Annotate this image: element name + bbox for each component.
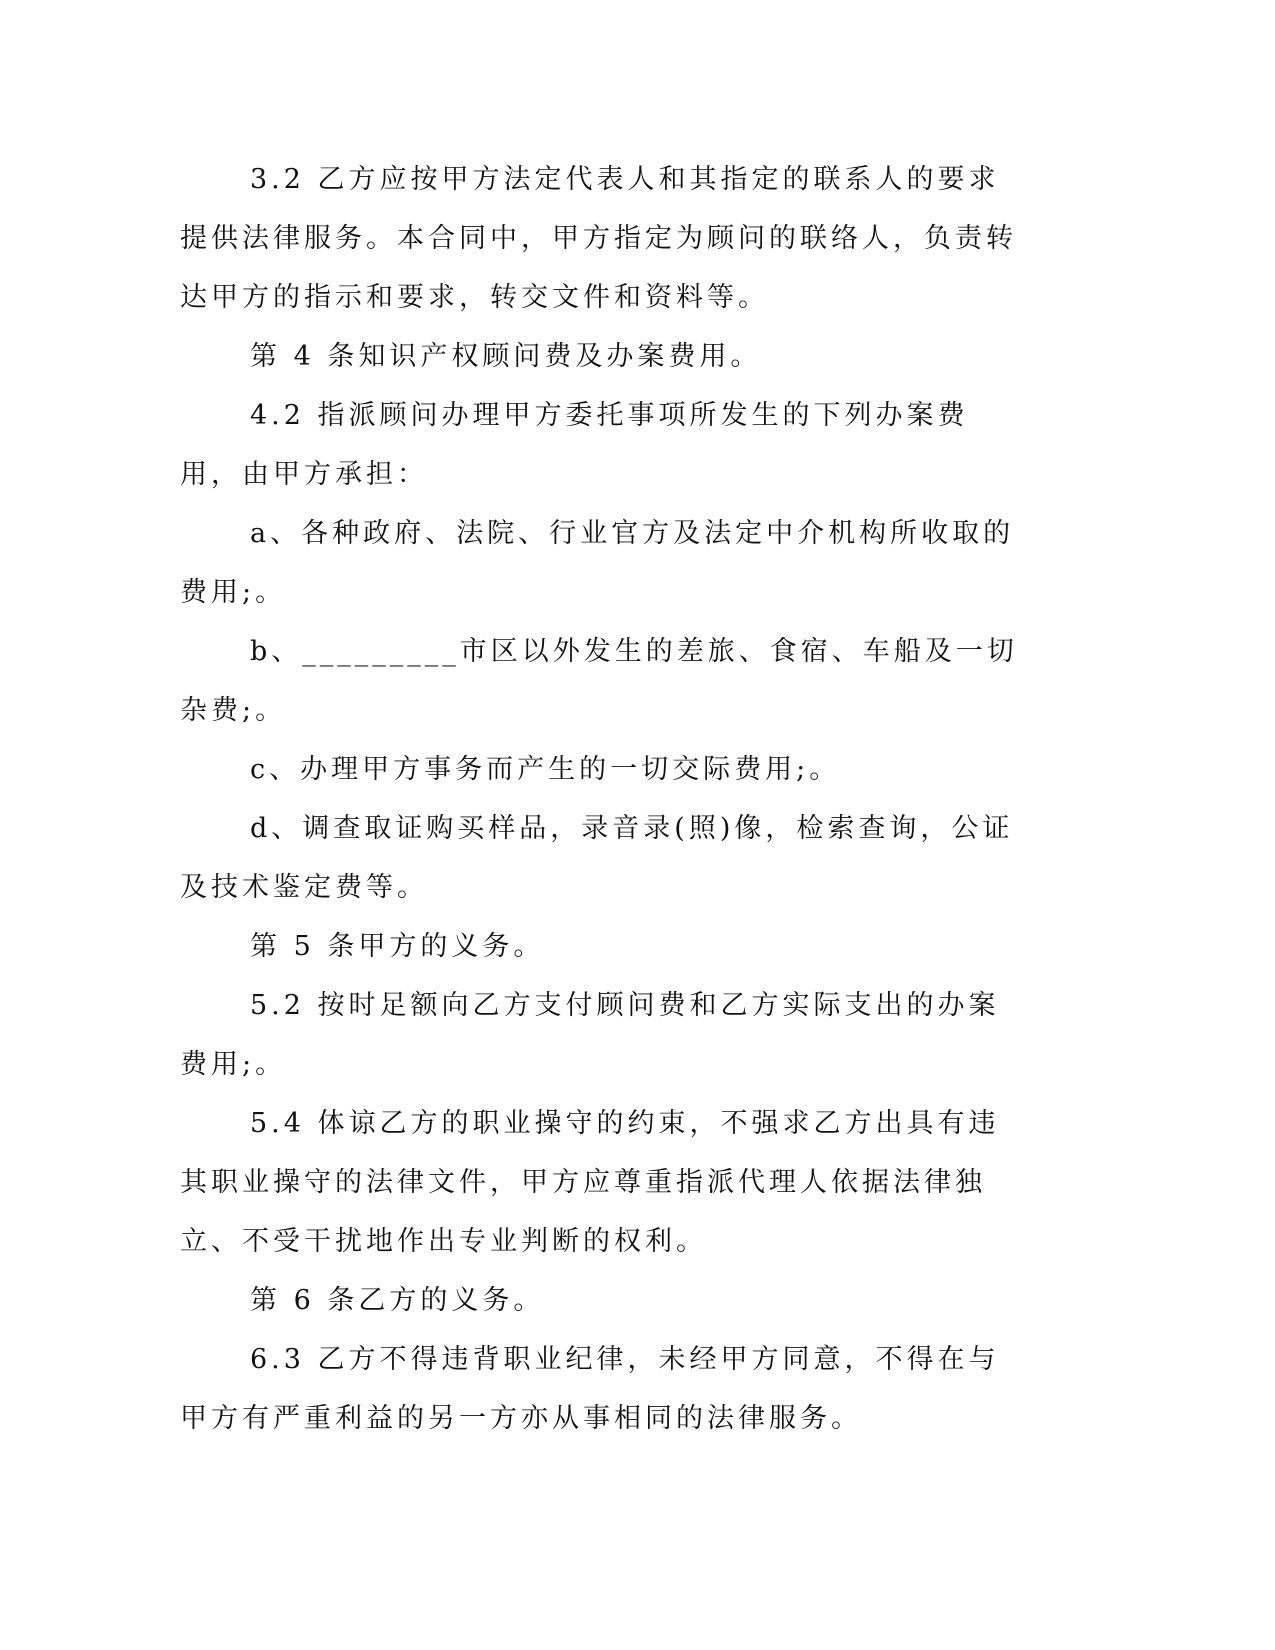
paragraph-5-2: 5.2 按时足额向乙方支付顾问费和乙方实际支出的办案费用;。 (180, 990, 1000, 1080)
list-item-a: a、各种政府、法院、行业官方及法定中介机构所收取的费用;。 (180, 518, 1015, 608)
article-6-heading: 第 6 条乙方的义务。 (250, 1285, 545, 1316)
list-item-d: d、调查取证购买样品，录音录(照)像，检索查询，公证及技术鉴定费等。 (180, 813, 1014, 903)
paragraph-5-4: 5.4 体谅乙方的职业操守的约束，不强求乙方出具有违其职业操守的法律文件，甲方应尊重指派代理人依据法律独立、不受干扰地作出专业判断的权利。 (180, 1108, 1000, 1257)
paragraph-3-2: 3.2 乙方应按甲方法定代表人和其指定的联系人的要求提供法律服务。本合同中，甲方指定为顾问的联络人，负责转达甲方的指示和要求，转交文件和资料等。 (180, 164, 1017, 313)
article-5-heading: 第 5 条甲方的义务。 (250, 931, 545, 962)
article-4-heading: 第 4 条知识产权顾问费及办案费用。 (250, 341, 762, 372)
list-item-b: b、_________市区以外发生的差旅、食宿、车船及一切杂费;。 (180, 636, 1018, 726)
paragraph-6-3: 6.3 乙方不得违背职业纪律，未经甲方同意，不得在与甲方有严重利益的另一方亦从事相同的法律服务。 (180, 1344, 1000, 1434)
paragraph-4-2: 4.2 指派顾问办理甲方委托事项所发生的下列办案费用，由甲方承担： (180, 400, 969, 490)
list-item-c: c、办理甲方事务而产生的一切交际费用;。 (250, 754, 841, 785)
document-body (180, 150, 1030, 1448)
